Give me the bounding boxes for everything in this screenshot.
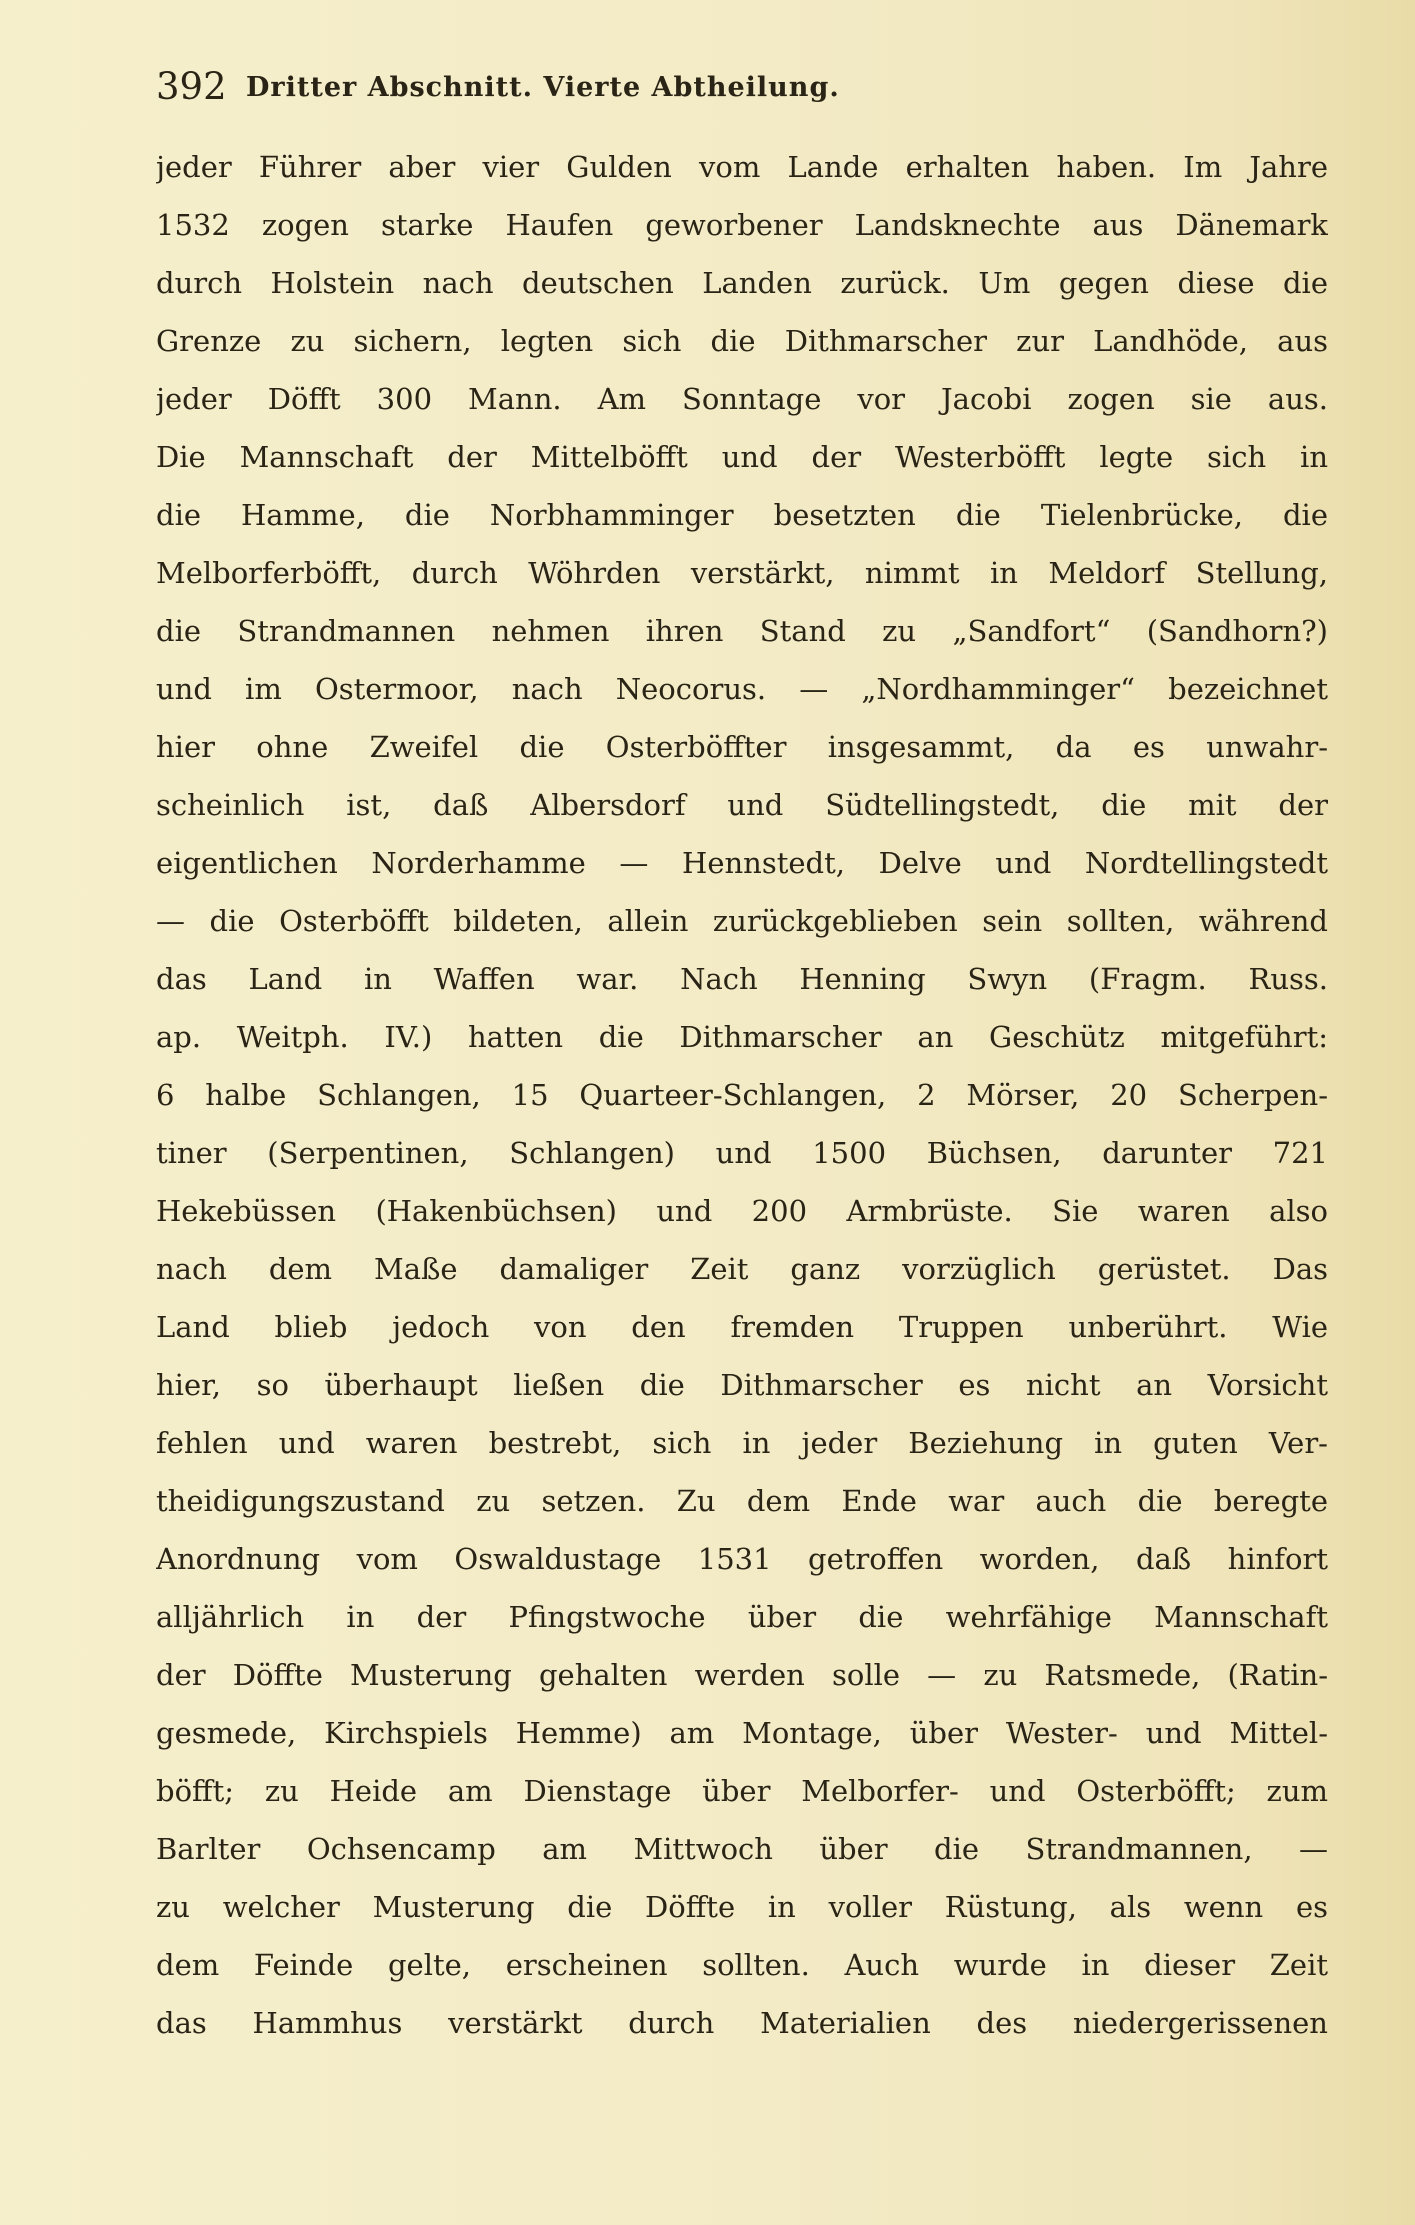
- text-line: 6 halbe Schlangen, 15 Quarteer-Schlangen, 2 Mörser, 20 Scherpen-: [156, 1078, 1328, 1112]
- text-line: das Hammhus verstärkt durch Materialien des niedergerissenen: [156, 2006, 1328, 2040]
- text-line: scheinlich ist, daß Albersdorf und Südtellingstedt, die mit der: [156, 788, 1328, 822]
- page-number: 392: [156, 65, 227, 108]
- text-line: Hekebüssen (Hakenbüchsen) und 200 Armbrüste. Sie waren also: [156, 1194, 1328, 1228]
- text-line: Barlter Ochsencamp am Mittwoch über die Strandmannen, —: [156, 1832, 1328, 1866]
- running-head: Dritter Abschnitt. Vierte Abtheilung.: [246, 72, 840, 103]
- text-line: zu welcher Musterung die Döffte in voller Rüstung, als wenn es: [156, 1890, 1328, 1924]
- text-line: Grenze zu sichern, legten sich die Dithmarscher zur Landhöde, aus: [156, 324, 1328, 358]
- text-line: hier, so überhaupt ließen die Dithmarscher es nicht an Vorsicht: [156, 1368, 1328, 1402]
- text-line: die Hamme, die Norbhamminger besetzten die Tielenbrücke, die: [156, 498, 1328, 532]
- text-line: dem Feinde gelte, erscheinen sollten. Auch wurde in dieser Zeit: [156, 1948, 1328, 1982]
- text-line: die Strandmannen nehmen ihren Stand zu „Sandfort“ (Sandhorn?): [156, 614, 1328, 648]
- text-line: Melborferböfft, durch Wöhrden verstärkt, nimmt in Meldorf Stellung,: [156, 556, 1328, 590]
- text-line: 1532 zogen starke Haufen geworbener Landsknechte aus Dänemark: [156, 208, 1328, 242]
- text-line: jeder Führer aber vier Gulden vom Lande erhalten haben. Im Jahre: [156, 150, 1328, 184]
- body-text: [156, 138, 1328, 2052]
- text-line: eigentlichen Norderhamme — Hennstedt, Delve und Nordtellingstedt: [156, 846, 1328, 880]
- text-line: Die Mannschaft der Mittelböfft und der Westerböfft legte sich in: [156, 440, 1328, 474]
- page-header: [156, 62, 1306, 122]
- text-line: ap. Weitph. IV.) hatten die Dithmarscher an Geschütz mitgeführt:: [156, 1020, 1328, 1054]
- text-line: tiner (Serpentinen, Schlangen) und 1500 Büchsen, darunter 721: [156, 1136, 1328, 1170]
- text-line: nach dem Maße damaliger Zeit ganz vorzüglich gerüstet. Das: [156, 1252, 1328, 1286]
- text-line: gesmede, Kirchspiels Hemme) am Montage, über Wester- und Mittel-: [156, 1716, 1328, 1750]
- text-line: der Döffte Musterung gehalten werden solle — zu Ratsmede, (Ratin-: [156, 1658, 1328, 1692]
- text-line: Anordnung vom Oswaldustage 1531 getroffen worden, daß hinfort: [156, 1542, 1328, 1576]
- text-line: alljährlich in der Pfingstwoche über die wehrfähige Mannschaft: [156, 1600, 1328, 1634]
- text-line: jeder Döfft 300 Mann. Am Sonntage vor Jacobi zogen sie aus.: [156, 382, 1328, 416]
- text-line: und im Ostermoor, nach Neocorus. — „Nordhamminger“ bezeichnet: [156, 672, 1328, 706]
- text-line: fehlen und waren bestrebt, sich in jeder Beziehung in guten Ver-: [156, 1426, 1328, 1460]
- text-line: hier ohne Zweifel die Osterböffter insgesammt, da es unwahr-: [156, 730, 1328, 764]
- text-line: durch Holstein nach deutschen Landen zurück. Um gegen diese die: [156, 266, 1328, 300]
- text-line: das Land in Waffen war. Nach Henning Swyn (Fragm. Russ.: [156, 962, 1328, 996]
- text-line: Land blieb jedoch von den fremden Truppen unberührt. Wie: [156, 1310, 1328, 1344]
- text-line: böfft; zu Heide am Dienstage über Melborfer- und Osterböfft; zum: [156, 1774, 1328, 1808]
- text-line: — die Osterböfft bildeten, allein zurückgeblieben sein sollten, während: [156, 904, 1328, 938]
- text-line: theidigungszustand zu setzen. Zu dem Ende war auch die beregte: [156, 1484, 1328, 1518]
